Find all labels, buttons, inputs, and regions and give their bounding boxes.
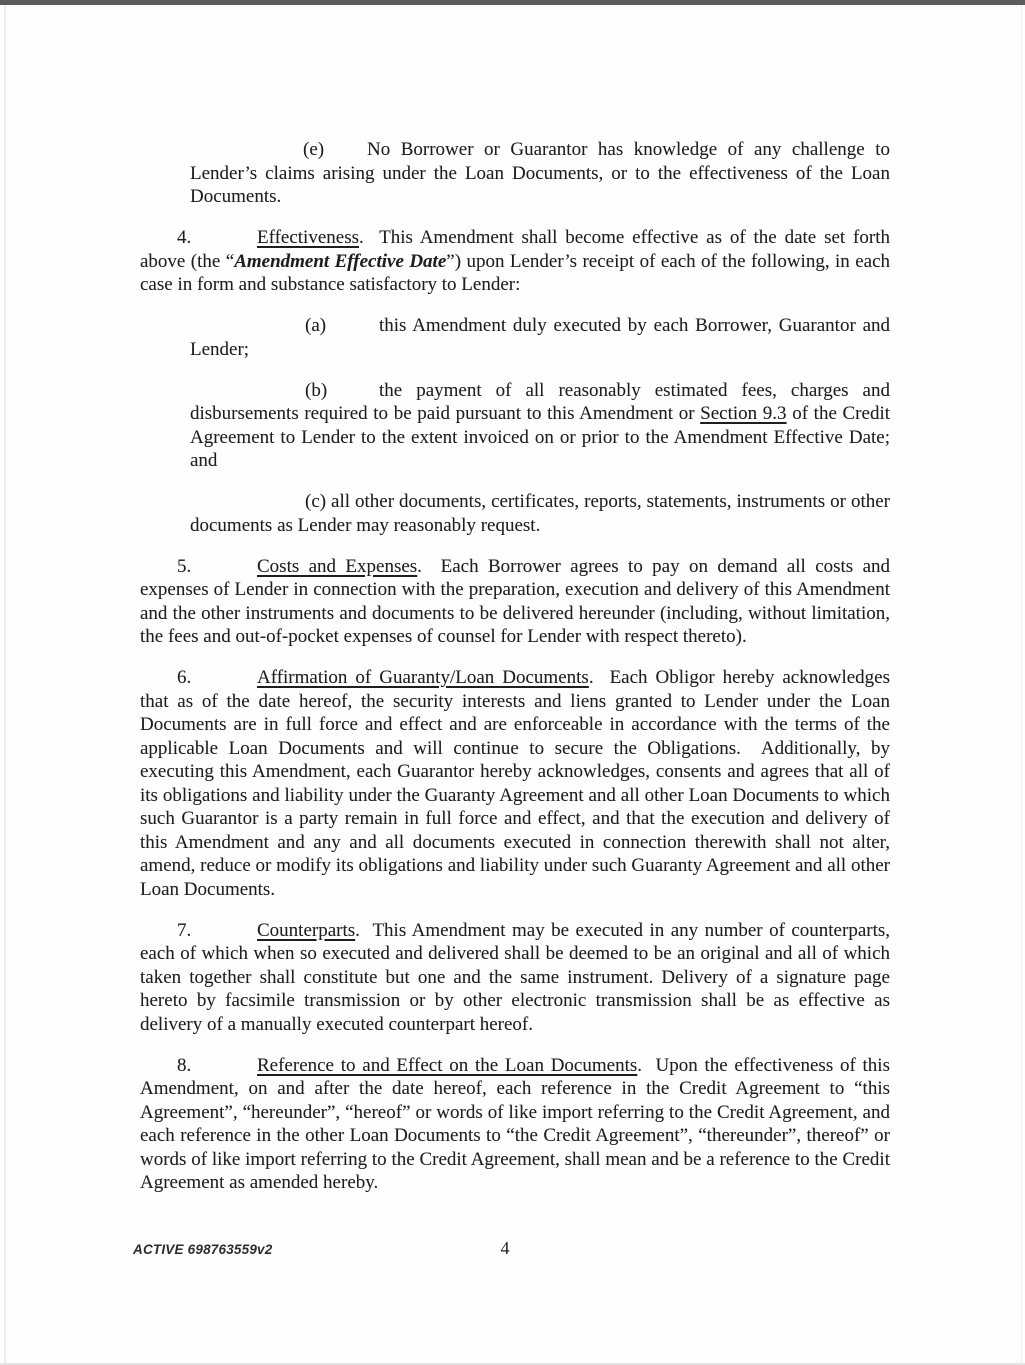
subsection-e bbox=[190, 138, 890, 209]
section-8-text: . Upon the effectiveness of this Amendment, on and after the date hereof, each reference in the Credit Agreement to “this Agreement”, “hereunder”, “hereof” or words of like import referring to the Credit Agreement, and each reference in the other Loan Documents to “the Credit Agreement”, “thereunder”, thereof” or words of like import referring to the Credit Agreement, shall mean and be a reference to the Credit Agreement as amended hereby. bbox=[140, 1054, 890, 1193]
section-5-costs-and-expenses bbox=[140, 555, 890, 649]
subsection-c-text: (c) all other documents, certificates, reports, statements, instruments or other documents as Lender may reasonably request. bbox=[190, 491, 890, 536]
section-8-heading: Reference to and Effect on the Loan Documents bbox=[257, 1054, 638, 1076]
document-body bbox=[140, 138, 890, 1212]
subsection-b-pre-text: the payment of all reasonably estimated fees, charges and disbursements required to be paid pursuant to this Amendment or bbox=[190, 379, 890, 424]
section-6-affirmation bbox=[140, 666, 890, 901]
section-7-number: 7. bbox=[177, 919, 192, 941]
section-5-text: . Each Borrower agrees to pay on demand all costs and expenses of Lender in connection with the preparation, execution and delivery of this Amendment and the other instruments and documents to be delivered hereunder (including, without limitation, the fees and out-of-pocket expenses of counsel for Lender with respect thereto). bbox=[140, 555, 890, 647]
subsection-a-text: this Amendment duly executed by each Borrower, Guarantor and Lender; bbox=[190, 315, 890, 360]
subsection-b bbox=[190, 379, 890, 473]
subsection-e-label: (e) bbox=[303, 139, 325, 160]
section-6-heading: Affirmation of Guaranty/Loan Documents bbox=[257, 667, 589, 688]
scan-edge-right bbox=[1021, 5, 1022, 1365]
section-6-text: . Each Obligor hereby acknowledges that as of the date hereof, the security interests and liens granted to Lender under the Loan Documents are in full force and effect and are enforceable in accordance with the terms of the applicable Loan Documents and will continue to secure the Obligations. Additionally, by executing this Amendment, each Guarantor hereby acknowledges, consents and agrees that all of its obligations and liability under the Guaranty Agreement and all other Loan Documents to which such Guarantor is a party remain in full force and effect, and that the execution and delivery of this Amendment and any and all documents executed in connection therewith shall not alter, amend, reduce or modify its obligations and liability under such Guaranty Agreement and all other Loan Documents. bbox=[140, 667, 890, 900]
section-4-number: 4. bbox=[177, 227, 192, 248]
subsection-a-label: (a) bbox=[305, 315, 327, 336]
section-6-number: 6. bbox=[177, 667, 192, 688]
defined-term-amendment-effective-date: Amendment Effective Date bbox=[234, 250, 447, 272]
subsection-e-text: No Borrower or Guarantor has knowledge of any challenge to Lender’s claims arising under the Loan Documents, or to the effectiveness of the Loan Documents. bbox=[190, 139, 890, 207]
section-4-heading: Effectiveness bbox=[257, 227, 359, 248]
section-9-3-reference: Section 9.3 bbox=[700, 403, 787, 424]
scan-edge-left bbox=[4, 5, 6, 1365]
subsection-b-label: (b) bbox=[305, 379, 328, 401]
section-7-heading: Counterparts bbox=[257, 919, 356, 941]
subsection-b-post-text: of the Credit Agreement to Lender to the extent invoiced on or prior to the Amendment Effective Date; and bbox=[190, 403, 891, 471]
subsection-c bbox=[190, 490, 890, 537]
section-5-number: 5. bbox=[177, 555, 192, 577]
section-4-rest-text: ”) upon Lender’s receipt of each of the following, in each case in form and substance satisfactory to Lender: bbox=[140, 250, 891, 295]
section-4-effectiveness bbox=[140, 226, 890, 297]
section-8-reference-and-effect bbox=[140, 1054, 890, 1195]
section-7-text: . This Amendment may be executed in any number of counterparts, each of which when so executed and delivered shall be deemed to be an original and all of which taken together shall constitute but one and the same instrument. Delivery of a signature page hereto by facsimile transmission or by other electronic transmission shall be as effective as delivery of a manually executed counterpart hereof. bbox=[140, 919, 890, 1035]
subsection-a bbox=[190, 314, 890, 361]
scan-edge-top bbox=[0, 0, 1025, 5]
section-4-lead-text: . This Amendment shall become effective as of the date set forth above (the “ bbox=[140, 227, 890, 272]
section-8-number: 8. bbox=[177, 1054, 192, 1076]
document-version-stamp: ACTIVE 698763559v2 bbox=[133, 1242, 273, 1257]
section-7-counterparts bbox=[140, 919, 890, 1037]
page-number: 4 bbox=[500, 1238, 510, 1258]
section-5-heading: Costs and Expenses bbox=[257, 555, 418, 577]
